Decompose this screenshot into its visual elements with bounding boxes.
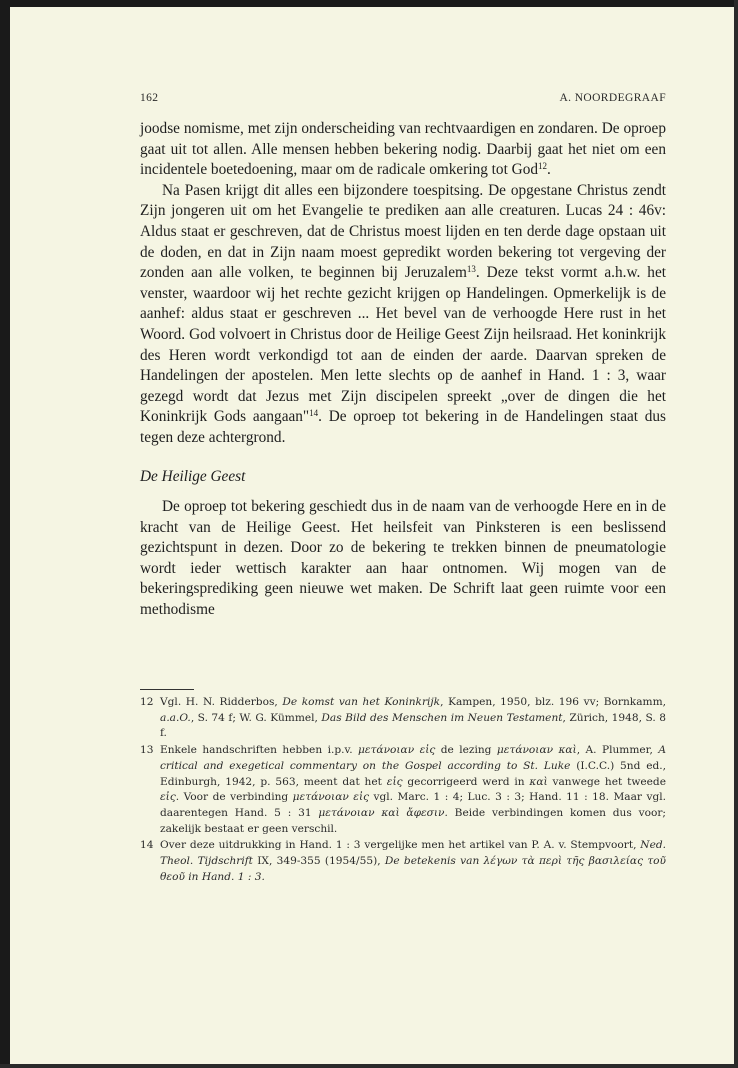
text-run: Enkele handschriften hebben i.p.v. (160, 744, 358, 757)
text-run: Vgl. H. N. Ridderbos, (160, 696, 283, 708)
body-text (140, 119, 666, 621)
text-run: joodse nomisme, met zijn onderscheiding van rechtvaardigen en zondaren. De oproep gaat uit tot allen. Alle mensen hebben bekering nodig. Daarbij gaat het niet om een incidentele boetedoening, maar om de radicale omkering tot God (140, 120, 666, 179)
text-run: , S. 74 f; W. G. Kümmel, (190, 711, 322, 724)
text-run: vgl. Marc. 1 : 4; Luc. 3 : 3; Hand. 11 : 18. Maar vgl. daarentegen Hand. 5 : 31 (160, 791, 666, 819)
text-run: , Zürich, 1948, S. 8 f. (160, 711, 667, 740)
italic-text: Das Bild des Menschen im Neuen Testament (321, 711, 563, 724)
footnote (140, 743, 666, 837)
footnotes (140, 695, 666, 886)
text-run: , A. Plummer, (576, 744, 659, 757)
italic-text: Ned. Theol. Tijdschrift (160, 839, 666, 868)
footnote-ref: 12 (538, 161, 548, 172)
italic-text: μετάνοιαν εἰς (358, 744, 436, 757)
scan-border-bottom (0, 1064, 738, 1068)
italic-text: μετάνοιαν καὶ ἄφεσιν (318, 806, 445, 819)
footnote-ref: 13 (466, 264, 476, 275)
footnote-text (160, 838, 666, 885)
footnote-number: 14 (140, 839, 154, 852)
text-run: De oproep tot bekering geschiedt dus in de naam van de verhoogde Here en in de kracht van de Heilige Geest. Het heilsfeit van Pinksteren is een beslissend gezichtspunt in dezen. Door zo de bekering te trekken binnen de pneumatologie wordt ieder wettisch karakter aan haar ontnomen. Wij mogen van de bekeringsprediking geen nieuwe wet maken. De Schrift laat geen ruimte voor een methodisme (140, 498, 666, 619)
text-run: . De oproep tot bekering in de Handelingen staat dus tegen deze achtergrond. (140, 408, 666, 446)
italic-text: De komst van het Koninkrijk (282, 696, 441, 708)
footnote (140, 695, 666, 742)
text-run: IX, 349-355 (1954/55), (252, 855, 385, 868)
italic-text: καὶ (529, 775, 548, 788)
text-run: . Voor de verbinding (175, 791, 293, 804)
running-head (140, 92, 666, 104)
footnote-ref: 14 (309, 408, 319, 419)
italic-text: εἰς (160, 791, 176, 804)
scan-border-right (734, 0, 738, 1068)
footnote (140, 838, 666, 885)
paragraph (140, 119, 666, 181)
italic-text: a.a.O. (160, 711, 191, 724)
text-run: gecorrigeerd werd in (402, 775, 530, 788)
text-run: (I.C.C.) 5nd ed., Edinburgh, 1942, p. 563, meent dat het (160, 759, 667, 788)
text-run: vanwege het tweede (547, 775, 666, 788)
italic-text: εἰς (386, 775, 403, 788)
section-heading: De Heilige Geest (140, 467, 246, 485)
text-run: Over deze uitdrukking in Hand. 1 : 3 vergelijke men het artikel van P. A. v. Stempvoort, (160, 839, 641, 852)
text-run: Na Pasen krijgt dit alles een bijzondere toespitsing. De opgestane Christus zendt Zijn jongeren uit om het Evangelie te prediken aan alle creaturen. Lucas 24 : 46v: Aldus staat er geschreven, dat de Christus moest lijden en ten derde dage opstaan uit de doden, en dat in Zijn naam moest gepredikt worden bekering tot vergeving der zonden aan alle volken, te beginnen bij Jeruzalem (140, 181, 666, 282)
paragraph (140, 497, 666, 621)
footnote-number: 12 (140, 696, 154, 708)
paragraph (140, 181, 666, 449)
scan-border-left (0, 0, 10, 1068)
italic-text: A critical and exegetical commentary on the Gospel according to St. Luke (160, 744, 666, 772)
footnote-number: 13 (140, 744, 154, 757)
scan-border-top (0, 0, 738, 7)
page-number: 162 (140, 92, 159, 104)
italic-text: μετάνοιαν εἰς (292, 791, 370, 804)
footnote-rule (140, 689, 194, 690)
running-head-author: A. NOORDEGRAAF (559, 92, 666, 104)
footnote-text (160, 695, 666, 742)
text-run: . Beide verbindingen komen dus voor; zakelijk bestaat er geen verschil. (160, 806, 666, 835)
text-run: , Kampen, 1950, blz. 196 vv; Bornkamm, (440, 696, 666, 708)
italic-text: μετάνοιαν καὶ (496, 744, 577, 757)
text-run: . Deze tekst vormt a.h.w. het venster, waardoor wij het rechte gezicht krijgen op Handelingen. Opmerkelijk is de aanhef: aldus staat er geschreven ... Het bevel van de verhoogde Here rust in het Woord. God volvoert in Christus door de Heilige Geest Zijn heilsraad. Het koninkrijk des Heren wordt verkondigd tot aan de einden der aarde. Daarvan spreken de Handelingen der apostelen. Men lette slechts op de aanhef in Hand. 1 : 3, waar gezegd wordt dat Jezus met Zijn discipelen spreekt „over de dingen die het Koninkrijk Gods aangaan" (140, 264, 666, 426)
text-run: . (547, 161, 551, 179)
italic-text: De betekenis van λέγων τὰ περὶ τῆς βασιλείας τοῦ θεοῦ in Hand. 1 : 3. (160, 855, 666, 883)
footnote-text (160, 743, 666, 837)
text-run: de lezing (435, 744, 497, 757)
